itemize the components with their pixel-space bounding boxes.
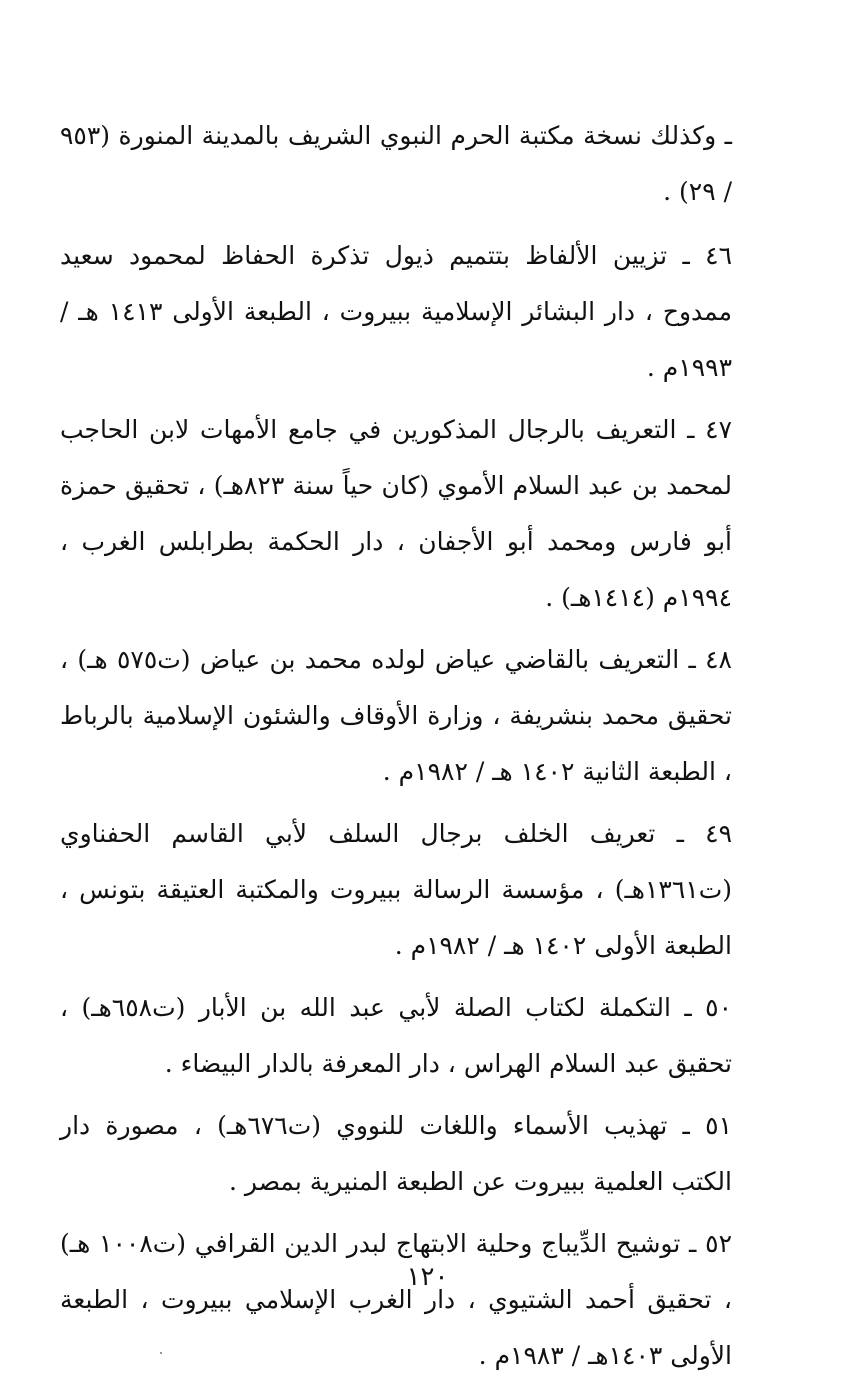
bibliography-entry-51: ٥١ ـ تهذيب الأسماء واللغات للنووي (ت٦٧٦هـ) ، مصورة دار الكتب العلمية ببيروت عن الطبعة المنيرية بمصر . xyxy=(60,1111,732,1196)
bibliography-entry-48: ٤٨ ـ التعريف بالقاضي عياض لولده محمد بن عياض (ت٥٧٥ هـ) ، تحقيق محمد بنشريفة ، وزارة الأوقاف والشئون الإسلامية بالرباط ، الطبعة الثانية ١٤٠٢ هـ / ١٩٨٢م . xyxy=(60,645,732,786)
bibliography-entry-46: ٤٦ ـ تزيين الألفاظ بتتميم ذيول تذكرة الحفاظ لمحمود سعيد ممدوح ، دار البشائر الإسلامية ببيروت ، الطبعة الأولى ١٤١٣ هـ / ١٩٩٣م . xyxy=(60,241,732,382)
scan-speck xyxy=(160,1352,162,1354)
bibliography-entry-49: ٤٩ ـ تعريف الخلف برجال السلف لأبي القاسم الحفناوي (ت١٣٦١هـ) ، مؤسسة الرسالة ببيروت والمكتبة العتيقة بتونس ، الطبعة الأولى ١٤٠٢ هـ / ١٩٨٢م . xyxy=(60,819,732,960)
bibliography-entry-52: ٥٢ ـ توشيح الدِّيباج وحلية الابتهاج لبدر الدين القرافي (ت١٠٠٨ هـ) ، تحقيق أحمد الشتيوي ، دار الغرب الإسلامي ببيروت ، الطبعة الأولى ١٤٠٣هـ / ١٩٨٣م . xyxy=(60,1229,732,1370)
bibliography-entry-47: ٤٧ ـ التعريف بالرجال المذكورين في جامع الأمهات لابن الحاجب لمحمد بن عبد السلام الأموي (كان حياً سنة ٨٢٣هـ) ، تحقيق حمزة أبو فارس ومحمد أبو الأجفان ، دار الحكمة بطرابلس الغرب ، ١٩٩٤م (١٤١٤هـ) . xyxy=(60,415,732,612)
bibliography-list xyxy=(60,108,732,1390)
bibliography-entry-continuation: ـ وكذلك نسخة مكتبة الحرم النبوي الشريف بالمدينة المنورة (٩٥٣ / ٢٩) . xyxy=(60,121,732,206)
page-number: ١٢٠ xyxy=(406,1262,449,1292)
bibliography-entry-50: ٥٠ ـ التكملة لكتاب الصلة لأبي عبد الله بن الأبار (ت٦٥٨هـ) ، تحقيق عبد السلام الهراس ، دار المعرفة بالدار البيضاء . xyxy=(60,993,732,1078)
